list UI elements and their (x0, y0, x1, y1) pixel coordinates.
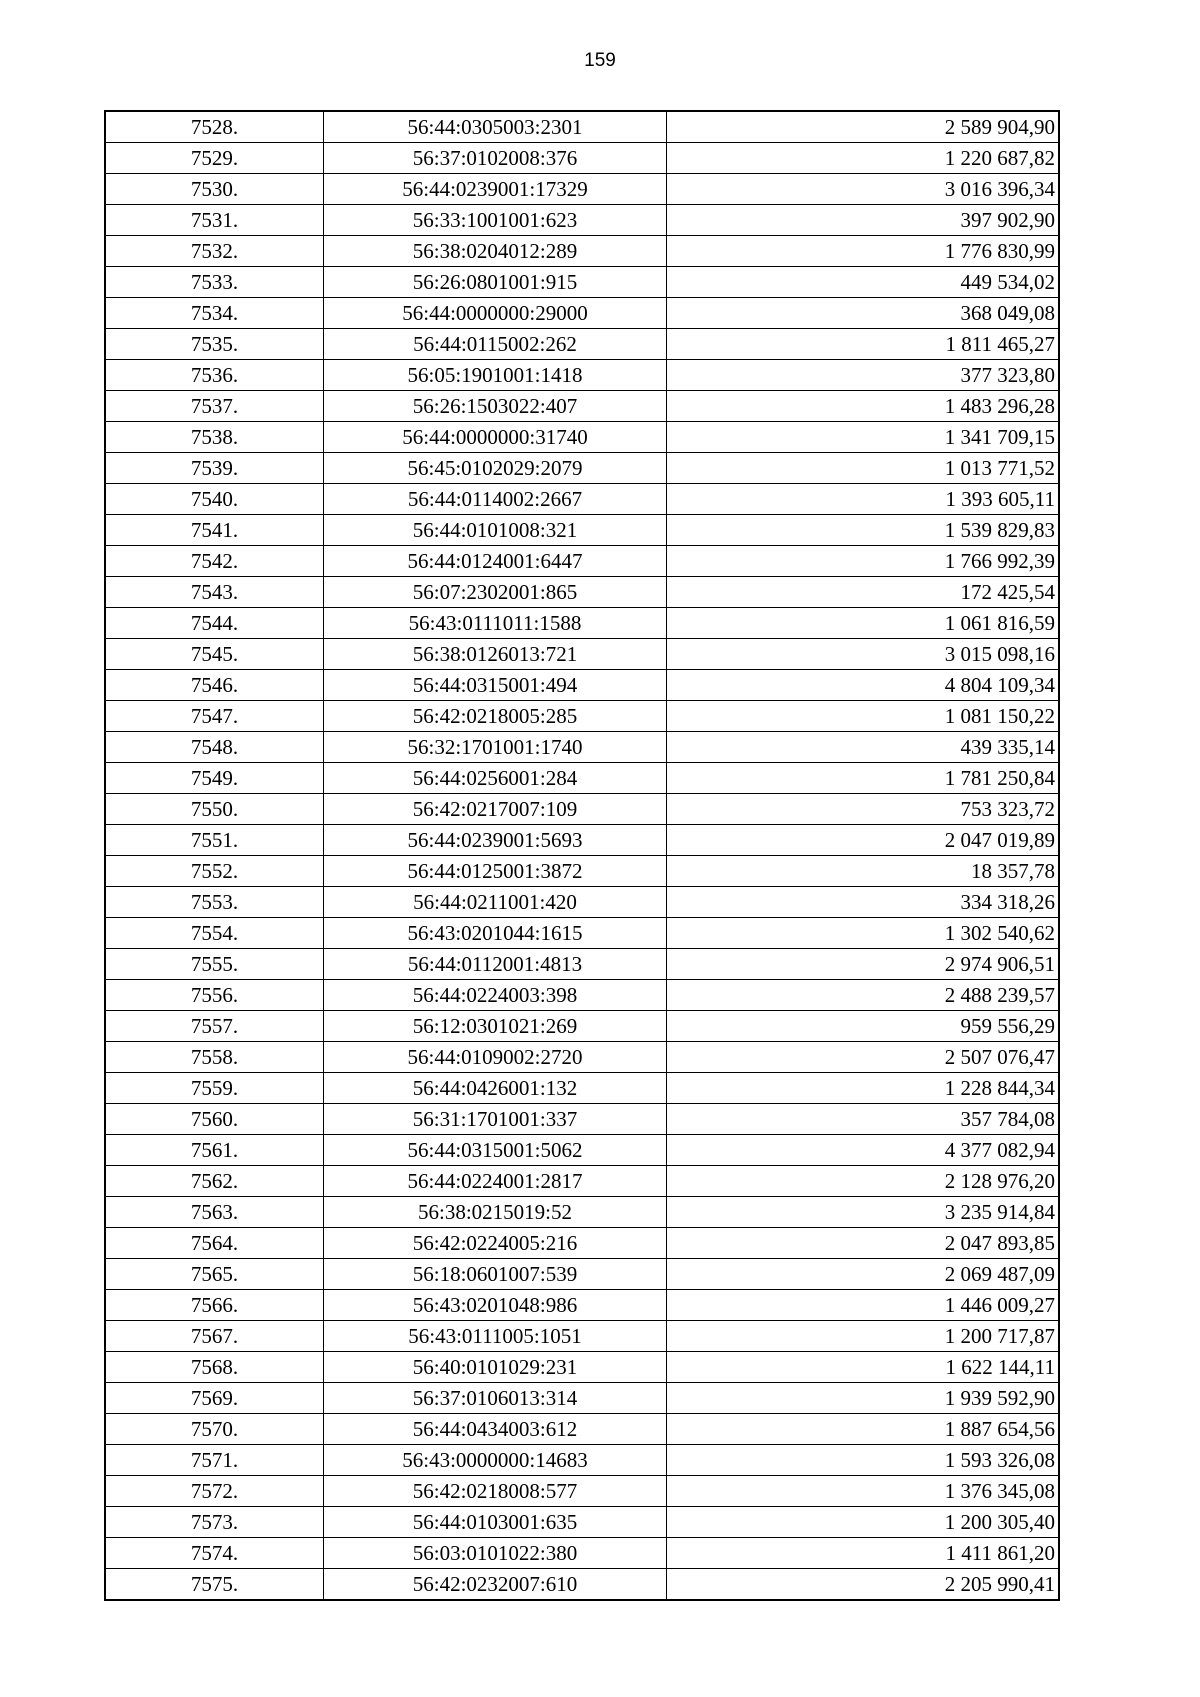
cadastral-value-cell: 368 049,08 (667, 298, 1060, 329)
cadastral-number-cell: 56:37:0102008:376 (324, 143, 667, 174)
row-number-cell: 7562. (105, 1166, 324, 1197)
cadastral-number-cell: 56:05:1901001:1418 (324, 360, 667, 391)
cadastral-value-cell: 1 483 296,28 (667, 391, 1060, 422)
cadastral-value-cell: 18 357,78 (667, 856, 1060, 887)
row-number-cell: 7559. (105, 1073, 324, 1104)
table-row (105, 949, 1059, 980)
table-row (105, 515, 1059, 546)
table-row (105, 1507, 1059, 1538)
row-number-cell: 7546. (105, 670, 324, 701)
table-row (105, 1259, 1059, 1290)
row-number-cell: 7548. (105, 732, 324, 763)
table-row (105, 546, 1059, 577)
row-number-cell: 7542. (105, 546, 324, 577)
cadastral-value-cell: 1 411 861,20 (667, 1538, 1060, 1569)
cadastral-value-cell: 334 318,26 (667, 887, 1060, 918)
table-row (105, 236, 1059, 267)
cadastral-number-cell: 56:44:0315001:5062 (324, 1135, 667, 1166)
table-row (105, 763, 1059, 794)
cadastral-value-cell: 2 507 076,47 (667, 1042, 1060, 1073)
cadastral-number-cell: 56:33:1001001:623 (324, 205, 667, 236)
table-row (105, 1011, 1059, 1042)
cadastral-number-cell: 56:43:0201044:1615 (324, 918, 667, 949)
cadastral-number-cell: 56:43:0201048:986 (324, 1290, 667, 1321)
table-row (105, 639, 1059, 670)
table-row (105, 267, 1059, 298)
cadastral-value-cell: 3 015 098,16 (667, 639, 1060, 670)
row-number-cell: 7533. (105, 267, 324, 298)
cadastral-number-cell: 56:44:0224001:2817 (324, 1166, 667, 1197)
cadastral-value-cell: 1 781 250,84 (667, 763, 1060, 794)
cadastral-number-cell: 56:42:0218008:577 (324, 1476, 667, 1507)
cadastral-value-cell: 1 200 305,40 (667, 1507, 1060, 1538)
row-number-cell: 7567. (105, 1321, 324, 1352)
row-number-cell: 7570. (105, 1414, 324, 1445)
table-row (105, 701, 1059, 732)
cadastral-value-cell: 2 047 019,89 (667, 825, 1060, 856)
row-number-cell: 7541. (105, 515, 324, 546)
row-number-cell: 7563. (105, 1197, 324, 1228)
cadastral-value-cell: 2 128 976,20 (667, 1166, 1060, 1197)
cadastral-number-cell: 56:38:0204012:289 (324, 236, 667, 267)
table-row (105, 1042, 1059, 1073)
cadastral-number-cell: 56:44:0434003:612 (324, 1414, 667, 1445)
cadastral-value-cell: 4 804 109,34 (667, 670, 1060, 701)
cadastral-value-cell: 1 593 326,08 (667, 1445, 1060, 1476)
cadastral-number-cell: 56:44:0315001:494 (324, 670, 667, 701)
row-number-cell: 7530. (105, 174, 324, 205)
cadastral-number-cell: 56:44:0000000:29000 (324, 298, 667, 329)
cadastral-number-cell: 56:42:0224005:216 (324, 1228, 667, 1259)
row-number-cell: 7550. (105, 794, 324, 825)
row-number-cell: 7544. (105, 608, 324, 639)
cadastral-value-cell: 1 939 592,90 (667, 1383, 1060, 1414)
table-row (105, 143, 1059, 174)
row-number-cell: 7536. (105, 360, 324, 391)
row-number-cell: 7539. (105, 453, 324, 484)
row-number-cell: 7568. (105, 1352, 324, 1383)
cadastral-value-cell: 2 047 893,85 (667, 1228, 1060, 1259)
table-row (105, 1135, 1059, 1166)
cadastral-value-cell: 2 974 906,51 (667, 949, 1060, 980)
cadastral-number-cell: 56:26:0801001:915 (324, 267, 667, 298)
row-number-cell: 7528. (105, 111, 324, 143)
cadastral-number-cell: 56:42:0217007:109 (324, 794, 667, 825)
row-number-cell: 7538. (105, 422, 324, 453)
table-body (105, 111, 1059, 1600)
cadastral-number-cell: 56:44:0239001:5693 (324, 825, 667, 856)
row-number-cell: 7561. (105, 1135, 324, 1166)
cadastral-number-cell: 56:44:0239001:17329 (324, 174, 667, 205)
cadastral-value-table (104, 110, 1060, 1601)
cadastral-number-cell: 56:44:0101008:321 (324, 515, 667, 546)
cadastral-number-cell: 56:42:0218005:285 (324, 701, 667, 732)
row-number-cell: 7534. (105, 298, 324, 329)
cadastral-number-cell: 56:38:0215019:52 (324, 1197, 667, 1228)
table-row (105, 732, 1059, 763)
row-number-cell: 7557. (105, 1011, 324, 1042)
row-number-cell: 7549. (105, 763, 324, 794)
row-number-cell: 7565. (105, 1259, 324, 1290)
cadastral-value-cell: 753 323,72 (667, 794, 1060, 825)
cadastral-value-cell: 2 589 904,90 (667, 111, 1060, 143)
table-row (105, 1414, 1059, 1445)
cadastral-value-cell: 2 488 239,57 (667, 980, 1060, 1011)
table-row (105, 670, 1059, 701)
row-number-cell: 7545. (105, 639, 324, 670)
cadastral-number-cell: 56:03:0101022:380 (324, 1538, 667, 1569)
cadastral-value-cell: 3 016 396,34 (667, 174, 1060, 205)
cadastral-number-cell: 56:37:0106013:314 (324, 1383, 667, 1414)
cadastral-value-cell: 1 081 150,22 (667, 701, 1060, 732)
cadastral-number-cell: 56:43:0111011:1588 (324, 608, 667, 639)
table-row (105, 856, 1059, 887)
cadastral-value-cell: 449 534,02 (667, 267, 1060, 298)
table-row (105, 608, 1059, 639)
cadastral-number-cell: 56:18:0601007:539 (324, 1259, 667, 1290)
cadastral-value-cell: 1 061 816,59 (667, 608, 1060, 639)
row-number-cell: 7569. (105, 1383, 324, 1414)
table-row (105, 1197, 1059, 1228)
table-row (105, 1073, 1059, 1104)
cadastral-value-cell: 1 811 465,27 (667, 329, 1060, 360)
row-number-cell: 7573. (105, 1507, 324, 1538)
cadastral-number-cell: 56:44:0109002:2720 (324, 1042, 667, 1073)
cadastral-value-cell: 1 200 717,87 (667, 1321, 1060, 1352)
table-row (105, 484, 1059, 515)
cadastral-number-cell: 56:44:0115002:262 (324, 329, 667, 360)
row-number-cell: 7572. (105, 1476, 324, 1507)
row-number-cell: 7555. (105, 949, 324, 980)
row-number-cell: 7540. (105, 484, 324, 515)
cadastral-number-cell: 56:44:0426001:132 (324, 1073, 667, 1104)
cadastral-number-cell: 56:45:0102029:2079 (324, 453, 667, 484)
table-row (105, 391, 1059, 422)
cadastral-number-cell: 56:44:0124001:6447 (324, 546, 667, 577)
cadastral-number-cell: 56:44:0211001:420 (324, 887, 667, 918)
table-row (105, 918, 1059, 949)
row-number-cell: 7553. (105, 887, 324, 918)
row-number-cell: 7566. (105, 1290, 324, 1321)
cadastral-value-cell: 439 335,14 (667, 732, 1060, 763)
cadastral-value-cell: 377 323,80 (667, 360, 1060, 391)
cadastral-value-cell: 172 425,54 (667, 577, 1060, 608)
cadastral-value-cell: 1 776 830,99 (667, 236, 1060, 267)
cadastral-value-cell: 1 446 009,27 (667, 1290, 1060, 1321)
table-row (105, 1445, 1059, 1476)
cadastral-value-cell: 1 766 992,39 (667, 546, 1060, 577)
table-row (105, 1383, 1059, 1414)
cadastral-value-cell: 397 902,90 (667, 205, 1060, 236)
cadastral-value-cell: 1 622 144,11 (667, 1352, 1060, 1383)
cadastral-value-cell: 1 013 771,52 (667, 453, 1060, 484)
cadastral-number-cell: 56:26:1503022:407 (324, 391, 667, 422)
cadastral-number-cell: 56:38:0126013:721 (324, 639, 667, 670)
cadastral-value-cell: 357 784,08 (667, 1104, 1060, 1135)
page-number: 159 (584, 50, 616, 71)
table-row (105, 205, 1059, 236)
cadastral-number-cell: 56:44:0103001:635 (324, 1507, 667, 1538)
cadastral-number-cell: 56:44:0256001:284 (324, 763, 667, 794)
row-number-cell: 7575. (105, 1569, 324, 1601)
table-row (105, 980, 1059, 1011)
table-row (105, 329, 1059, 360)
table-row (105, 298, 1059, 329)
cadastral-value-cell: 1 302 540,62 (667, 918, 1060, 949)
table-row (105, 1352, 1059, 1383)
table-row (105, 1476, 1059, 1507)
row-number-cell: 7554. (105, 918, 324, 949)
row-number-cell: 7531. (105, 205, 324, 236)
cadastral-value-cell: 2 069 487,09 (667, 1259, 1060, 1290)
table-row (105, 794, 1059, 825)
row-number-cell: 7552. (105, 856, 324, 887)
row-number-cell: 7532. (105, 236, 324, 267)
row-number-cell: 7537. (105, 391, 324, 422)
table-row (105, 1569, 1059, 1601)
cadastral-number-cell: 56:43:0111005:1051 (324, 1321, 667, 1352)
cadastral-number-cell: 56:31:1701001:337 (324, 1104, 667, 1135)
row-number-cell: 7574. (105, 1538, 324, 1569)
cadastral-value-cell: 1 887 654,56 (667, 1414, 1060, 1445)
table-row (105, 360, 1059, 391)
row-number-cell: 7558. (105, 1042, 324, 1073)
cadastral-number-cell: 56:42:0232007:610 (324, 1569, 667, 1601)
cadastral-number-cell: 56:44:0112001:4813 (324, 949, 667, 980)
table-row (105, 577, 1059, 608)
cadastral-number-cell: 56:44:0125001:3872 (324, 856, 667, 887)
cadastral-number-cell: 56:40:0101029:231 (324, 1352, 667, 1383)
cadastral-value-cell: 959 556,29 (667, 1011, 1060, 1042)
table-row (105, 1228, 1059, 1259)
table-row (105, 1166, 1059, 1197)
cadastral-value-cell: 4 377 082,94 (667, 1135, 1060, 1166)
table-row (105, 887, 1059, 918)
cadastral-number-cell: 56:43:0000000:14683 (324, 1445, 667, 1476)
cadastral-number-cell: 56:32:1701001:1740 (324, 732, 667, 763)
cadastral-value-cell: 2 205 990,41 (667, 1569, 1060, 1601)
table-row (105, 1321, 1059, 1352)
row-number-cell: 7551. (105, 825, 324, 856)
cadastral-number-cell: 56:12:0301021:269 (324, 1011, 667, 1042)
row-number-cell: 7571. (105, 1445, 324, 1476)
table-row (105, 1290, 1059, 1321)
row-number-cell: 7547. (105, 701, 324, 732)
row-number-cell: 7556. (105, 980, 324, 1011)
cadastral-value-cell: 1 539 829,83 (667, 515, 1060, 546)
table-row (105, 1538, 1059, 1569)
cadastral-value-cell: 1 393 605,11 (667, 484, 1060, 515)
table-row (105, 174, 1059, 205)
cadastral-number-cell: 56:44:0305003:2301 (324, 111, 667, 143)
row-number-cell: 7564. (105, 1228, 324, 1259)
cadastral-value-cell: 1 228 844,34 (667, 1073, 1060, 1104)
table-row (105, 111, 1059, 143)
table-row (105, 825, 1059, 856)
cadastral-number-cell: 56:44:0224003:398 (324, 980, 667, 1011)
cadastral-value-cell: 3 235 914,84 (667, 1197, 1060, 1228)
row-number-cell: 7529. (105, 143, 324, 174)
cadastral-number-cell: 56:44:0000000:31740 (324, 422, 667, 453)
table-row (105, 1104, 1059, 1135)
row-number-cell: 7560. (105, 1104, 324, 1135)
row-number-cell: 7543. (105, 577, 324, 608)
cadastral-value-cell: 1 341 709,15 (667, 422, 1060, 453)
table-row (105, 422, 1059, 453)
table-row (105, 453, 1059, 484)
cadastral-value-cell: 1 220 687,82 (667, 143, 1060, 174)
cadastral-value-cell: 1 376 345,08 (667, 1476, 1060, 1507)
cadastral-number-cell: 56:07:2302001:865 (324, 577, 667, 608)
row-number-cell: 7535. (105, 329, 324, 360)
cadastral-number-cell: 56:44:0114002:2667 (324, 484, 667, 515)
